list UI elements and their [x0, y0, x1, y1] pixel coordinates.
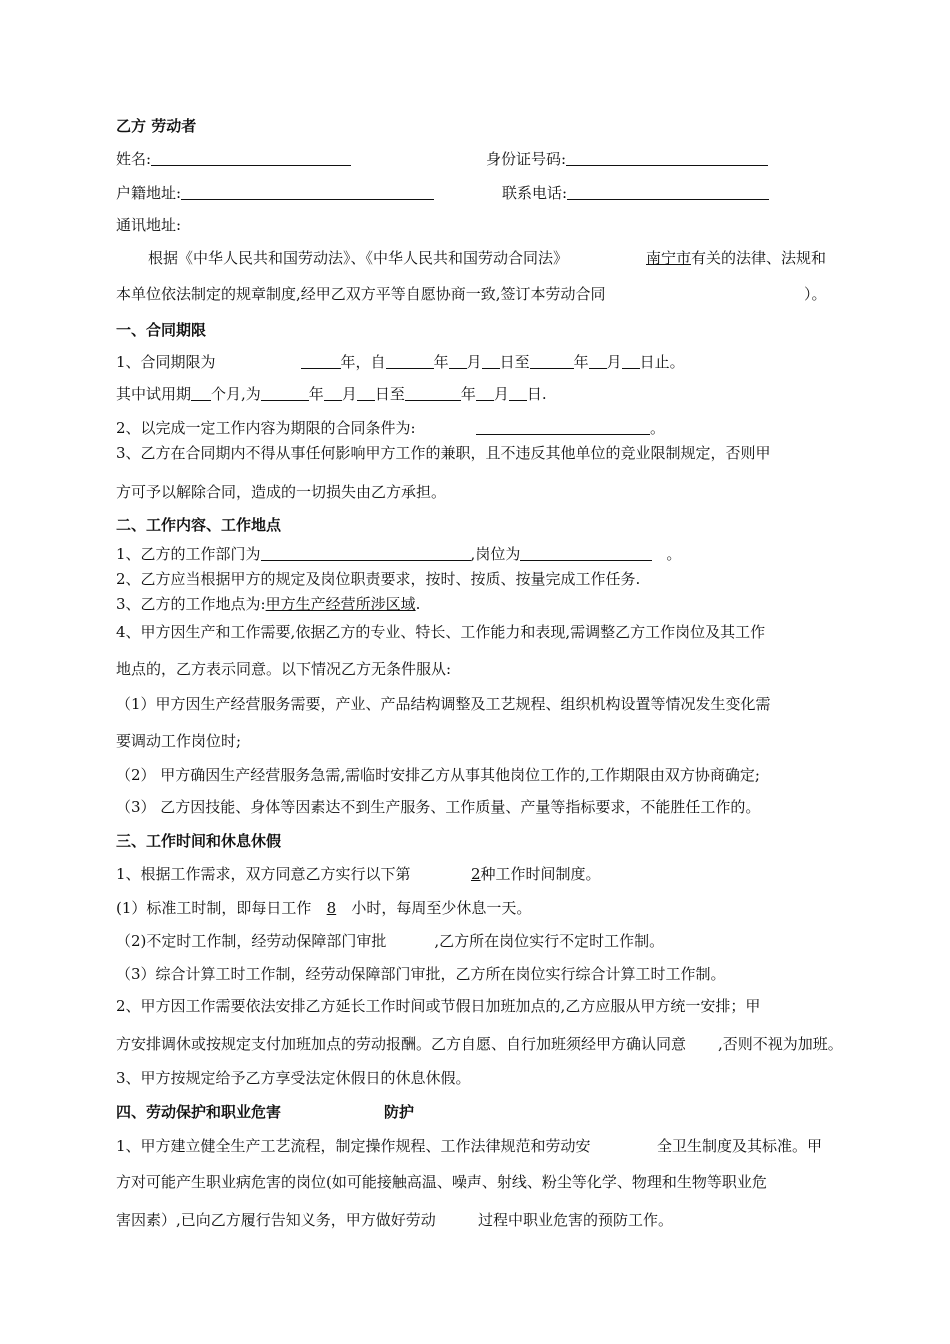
- condition-1-line-b: 要调动工作岗位时;: [116, 732, 242, 750]
- hours-system-end: 种工作时间制度。: [480, 865, 601, 883]
- daily-hours-value[interactable]: 8: [326, 899, 337, 917]
- option-2-label: （2)不定时工作制，经劳动保障部门审批: [116, 932, 387, 950]
- option-2-end: ,乙方所在岗位实行不定时工作制。: [434, 932, 665, 950]
- term-years-blank[interactable]: [301, 353, 341, 369]
- preamble-city: 南宁市: [646, 249, 692, 267]
- term-label: 1、合同期限为: [116, 353, 216, 371]
- workplace-line: [116, 594, 420, 614]
- workplace-end: .: [415, 595, 421, 613]
- holiday-line: 3、甲方按规定给予乙方享受法定休假日的休息休假。: [116, 1069, 471, 1087]
- party-b-heading: 乙方 劳动者: [116, 117, 197, 135]
- section-3-heading: 三、工作时间和休息休假: [116, 832, 282, 850]
- condition-3-line: （3） 乙方因技能、身体等因素达不到生产服务、工作质量、产量等指标要求，不能胜任工作的。: [116, 798, 761, 816]
- probation-start-month-unit: 月: [341, 385, 357, 403]
- start-month-blank[interactable]: [449, 353, 467, 369]
- start-day-unit: 日至: [499, 353, 530, 371]
- domicile-blank[interactable]: [181, 184, 434, 200]
- end-day-blank[interactable]: [622, 353, 640, 369]
- name-blank[interactable]: [151, 150, 351, 166]
- overtime-line-1: 2、甲方因工作需要依法安排乙方延长工作时间或节假日加班加点的,乙方应服从甲方统一安排；甲: [116, 997, 761, 1015]
- probation-start-month-blank[interactable]: [324, 385, 342, 401]
- safety-line-3-end: 过程中职业危害的预防工作。: [478, 1211, 674, 1229]
- probation-end-day-unit: 日.: [526, 385, 547, 403]
- department-line: [116, 544, 681, 564]
- non-compete-line-2: 方可予以解除合同，造成的一切损失由乙方承担。: [116, 483, 447, 501]
- hours-system-number[interactable]: 2: [471, 865, 481, 883]
- end-month-unit: 月: [606, 353, 622, 371]
- position-blank[interactable]: [520, 545, 652, 561]
- term-year-unit: 年，自: [340, 353, 386, 371]
- option-1-line: [116, 898, 531, 918]
- phone-field: [502, 183, 769, 203]
- preamble-line-2: 本单位依法制定的规章制度,经甲乙双方平等自愿协商一致,签订本劳动合同: [116, 285, 606, 303]
- safety-line-3: 害因素）,已向乙方履行告知义务，甲方做好劳动: [116, 1211, 436, 1229]
- reassign-line-1: 4、甲方因生产和工作需要,依据乙方的专业、特长、工作能力和表现,需调整乙方工作岗位及其工作: [116, 623, 766, 641]
- id-label: 身份证号码:: [486, 150, 567, 168]
- id-blank[interactable]: [566, 150, 768, 166]
- probation-start-year-unit: 年: [308, 385, 324, 403]
- start-month-unit: 月: [466, 353, 482, 371]
- probation-end-month-unit: 月: [493, 385, 509, 403]
- start-year-blank[interactable]: [386, 353, 434, 369]
- preamble-text-a: 根据《中华人民共和国劳动法》、《中华人民共和国劳动合同法》: [148, 249, 569, 267]
- task-term-blank-wrap: [476, 418, 665, 438]
- section-4-heading: 四、劳动保护和职业危害: [116, 1103, 282, 1121]
- probation-month-unit: 个月,为: [211, 385, 261, 403]
- task-term-end: 。: [650, 419, 666, 437]
- safety-line-2: 方对可能产生职业病危害的岗位(如可能接触高温、噪声、射线、粉尘等化学、物理和生物等职业危: [116, 1173, 767, 1191]
- preamble-line-2-end: ）。: [804, 285, 827, 303]
- option-3-line: （3）综合计算工时工作制，经劳动保障部门审批，乙方所在岗位实行综合计算工时工作制。: [116, 965, 726, 983]
- task-term-label: 2、以完成一定工作内容为期限的合同条件为:: [116, 419, 416, 437]
- condition-1-line-a: （1）甲方因生产经营服务需要，产业、产品结构调整及工艺规程、组织机构设置等情况发生变化需: [116, 695, 771, 713]
- condition-2-line: （2） 甲方确因生产经营服务急需,需临时安排乙方从事其他岗位工作的,工作期限由双方协商确定;: [116, 766, 760, 784]
- section-4-heading-end: 防护: [384, 1103, 415, 1121]
- probation-end-year-blank[interactable]: [405, 385, 461, 401]
- option-1-end: 小时，每周至少休息一天。: [351, 899, 532, 917]
- start-day-blank[interactable]: [482, 353, 500, 369]
- preamble-line-1: [148, 248, 568, 268]
- overtime-line-2-end: ,否则不视为加班。: [718, 1035, 843, 1053]
- safety-line-1: 1、甲方建立健全生产工艺流程，制定操作规程、工作法律规范和劳动安: [116, 1137, 591, 1155]
- hours-system-line: [116, 864, 601, 884]
- department-blank[interactable]: [261, 545, 471, 561]
- position-label: ,岗位为: [470, 545, 521, 563]
- hours-system-label: 1、根据工作需求，双方同意乙方实行以下第: [116, 865, 411, 883]
- overtime-line-2: 方安排调休或按规定支付加班加点的劳动报酬。乙方自愿、自行加班须经甲方确认同意: [116, 1035, 687, 1053]
- reassign-line-2: 地点的，乙方表示同意。以下情况乙方无条件服从:: [116, 660, 452, 678]
- probation-start-day-blank[interactable]: [357, 385, 375, 401]
- preamble-text-b: 有关的法律、法规和: [691, 249, 827, 267]
- task-term-line: [116, 418, 416, 438]
- start-year-unit: 年: [433, 353, 449, 371]
- end-year-blank[interactable]: [530, 353, 574, 369]
- probation-end-day-blank[interactable]: [509, 385, 527, 401]
- id-field: [486, 149, 768, 169]
- end-year-unit: 年: [573, 353, 589, 371]
- task-term-blank[interactable]: [476, 419, 650, 435]
- workplace-label: 3、乙方的工作地点为:: [116, 595, 266, 613]
- end-day-unit: 日止。: [639, 353, 685, 371]
- name-label: 姓名:: [116, 150, 152, 168]
- contract-term-line: [116, 352, 685, 372]
- non-compete-line-1: 3、乙方在合同期内不得从事任何影响甲方工作的兼职，且不违反其他单位的竞业限制规定，否则甲: [116, 444, 771, 462]
- duties-line: 2、乙方应当根据甲方的规定及岗位职责要求，按时、按质、按量完成工作任务.: [116, 570, 641, 588]
- phone-blank[interactable]: [567, 184, 769, 200]
- option-1-label: (1）标准工时制，即每日工作: [116, 899, 312, 917]
- workplace-value: 甲方生产经营所涉区域: [265, 595, 416, 613]
- end-month-blank[interactable]: [589, 353, 607, 369]
- mail-label: 通讯地址:: [116, 216, 182, 234]
- probation-start-year-blank[interactable]: [261, 385, 309, 401]
- probation-end-year-unit: 年: [460, 385, 476, 403]
- preamble-line-1b: [646, 248, 826, 268]
- probation-end-month-blank[interactable]: [476, 385, 494, 401]
- department-label: 1、乙方的工作部门为: [116, 545, 261, 563]
- option-2-line: [116, 931, 664, 951]
- section-2-heading: 二、工作内容、工作地点: [116, 516, 282, 534]
- section-1-heading: 一、合同期限: [116, 321, 207, 339]
- phone-label: 联系电话:: [502, 184, 568, 202]
- probation-label: 其中试用期: [116, 385, 192, 403]
- probation-months-blank[interactable]: [191, 385, 211, 401]
- probation-line: [116, 384, 547, 404]
- name-field: [116, 149, 351, 169]
- department-end: 。: [666, 545, 682, 563]
- domicile-field: [116, 183, 434, 203]
- safety-line-1-end: 全卫生制度及其标准。甲: [657, 1137, 823, 1155]
- domicile-label: 户籍地址:: [116, 184, 182, 202]
- probation-start-day-unit: 日至: [374, 385, 405, 403]
